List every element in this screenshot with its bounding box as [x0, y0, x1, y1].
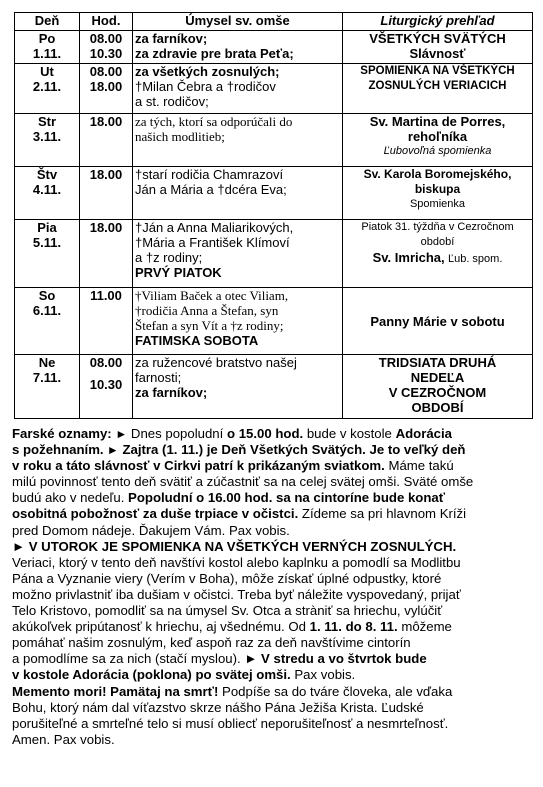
mass-time: 18.00	[89, 220, 123, 235]
intention-text: a st. rodičov;	[135, 94, 209, 109]
day-date: 7.11.	[32, 370, 62, 385]
liturgy-cell	[343, 167, 533, 220]
announcement-event: v kostole Adorácia (poklona) po svätej omši.	[12, 667, 291, 683]
intention-text: †Milan Čebra a †rodičov	[135, 79, 276, 94]
intention-cell	[133, 31, 343, 64]
liturgy-cell	[343, 220, 533, 288]
liturgy-title: Sv. Martina de Porres,	[369, 114, 506, 129]
liturgy-title: ZOSNULÝCH VERIACICH	[368, 80, 507, 92]
announcement-event: s požehnaním.	[12, 442, 104, 458]
mass-time: 10.30	[89, 46, 123, 61]
intention-text: za zdravie pre brata Peťa;	[135, 46, 294, 61]
liturgy-title: Sv. Karola Boromejského,	[363, 167, 512, 181]
schedule-page	[14, 12, 532, 419]
hour-cell	[80, 114, 133, 167]
mass-schedule-table	[14, 12, 533, 419]
table-row	[15, 31, 533, 64]
header-hour: Hod.	[80, 13, 133, 31]
day-cell	[15, 114, 80, 167]
announcement-text: bude v kostole	[303, 426, 396, 441]
liturgy-rank: Spomienka	[409, 198, 466, 210]
hour-cell	[80, 220, 133, 288]
day-name: Po	[38, 31, 56, 46]
intention-note: FATIMSKA SOBOTA	[135, 333, 259, 348]
intention-text: za farníkov;	[135, 31, 208, 46]
mass-time: 18.00	[89, 114, 123, 129]
mass-time: 10.30	[89, 377, 123, 392]
day-date: 4.11.	[32, 182, 62, 197]
header-day: Deň	[15, 13, 80, 31]
liturgy-title: VŠETKÝCH SVÄTÝCH	[369, 31, 506, 46]
intention-cell	[133, 64, 343, 114]
day-name: Ut	[40, 64, 54, 79]
announcement-text: budú ako v nedeľu.	[12, 490, 125, 506]
day-date: 1.11.	[32, 46, 62, 61]
liturgy-cell	[343, 355, 533, 419]
intention-text: Štefan a syn Vít a †z rodiny;	[135, 318, 284, 333]
liturgy-rank: Slávnosť	[409, 46, 466, 61]
intention-text: za tých, ktorí sa odporúčali do	[135, 114, 293, 129]
day-date: 2.11.	[32, 79, 62, 94]
liturgy-rank: Ľubovoľná spomienka	[383, 145, 492, 157]
announcement-text: milú povinnosť tento deň svätiť a zúčastniť sa na celej svätej omši. Sväté omše	[12, 474, 474, 490]
table-row	[15, 114, 533, 167]
intention-text: †rodičia Anna a Štefan, syn	[135, 303, 279, 318]
liturgy-cell	[343, 288, 533, 355]
announcement-date: 1. 11.	[309, 619, 342, 635]
announcement-heading: ► V UTOROK JE SPOMIENKA NA VŠETKÝCH VERNÝCH ZOSNULÝCH.	[12, 538, 457, 554]
intention-text: farnosti;	[135, 370, 182, 385]
hour-cell	[80, 288, 133, 355]
day-cell	[15, 64, 80, 114]
announcement-paragraph-3	[12, 684, 532, 748]
header-liturgy: Liturgický prehľad	[343, 13, 533, 31]
liturgy-cell	[343, 31, 533, 64]
hour-cell	[80, 31, 133, 64]
table-row	[15, 355, 533, 419]
announcement-time: o 15.00 hod.	[226, 426, 304, 441]
announcement-event: osobitná pobožnosť za duše trpiace v očistci.	[12, 506, 299, 522]
intention-text: za ružencové bratstvo našej	[135, 355, 297, 370]
announcement-event: Zajtra (1. 11.) je Deň Všetkých Svätých. Je to veľký deň	[118, 442, 466, 458]
announcement-text: akúkoľvek pripútanosť k hriechu, aj všednému. Od	[12, 619, 306, 635]
table-row	[15, 288, 533, 355]
mass-time: 18.00	[89, 79, 123, 94]
announcement-text: Bohu, ktorý nám dal víťazstvo skrze nášho Pána Ježiša Krista. Ľudské	[12, 699, 424, 715]
mass-time: 08.00	[89, 31, 123, 46]
announcement-text: Pax vobis.	[290, 667, 356, 683]
announcement-text: Dnes popoludní	[127, 426, 227, 441]
liturgy-title: NEDEĽA	[410, 370, 465, 385]
intention-text: †starí rodičia Chamrazoví	[135, 167, 284, 182]
hour-cell	[80, 167, 133, 220]
table-header-row	[15, 13, 533, 31]
announcement-text: možno privlastniť iba dušiam v očistci. Treba byť náležite vyspovedaný, prijať	[12, 586, 461, 602]
day-cell	[15, 220, 80, 288]
announcement-text: porušiteľné a smrteľné telo si musí obliecť neporušiteľnosť a nesmrteľnosť.	[12, 715, 449, 731]
day-cell	[15, 288, 80, 355]
hour-cell	[80, 64, 133, 114]
liturgy-title: biskupa	[414, 182, 461, 196]
liturgy-title: OBDOBÍ	[411, 400, 464, 415]
announcement-event: ► V stredu a vo štvrtok bude	[244, 651, 427, 667]
announcement-paragraph-2	[12, 539, 532, 684]
mass-time: 11.00	[90, 288, 122, 303]
intention-cell	[133, 220, 343, 288]
mass-time: 08.00	[89, 355, 123, 370]
announcement-text: Zídeme sa pri hlavnom Kríži	[298, 506, 467, 522]
intention-text: našich modlitieb;	[135, 129, 225, 144]
mass-time: 18.00	[89, 167, 123, 182]
announcement-text: pomáhať našim zosnulým, keď aspoň raz za deň navštívime cintorín	[12, 635, 411, 651]
memento-label: Memento mori! Pamätaj na smrť!	[12, 683, 219, 699]
announcement-text: Veriaci, ktorý v tento deň navštívi kostol alebo kaplnku a pomodlí sa Modlitbu	[12, 554, 461, 570]
announcement-text: Podpíše sa do tváre človeka, ale vďaka	[218, 683, 453, 699]
hour-cell	[80, 355, 133, 419]
announcement-text: Telo Kristovo, pomodliť sa na úmysel Sv. Otca a stràniť sa hriechu, vylúčiť	[12, 603, 443, 619]
liturgy-week: Piatok 31. týždňa v Cezročnom	[361, 221, 514, 233]
header-intention: Úmysel sv. omše	[133, 13, 343, 31]
intention-text: †Viliam Baček a otec Viliam,	[135, 288, 289, 303]
intention-text: †Ján a Anna Maliarikových,	[135, 220, 294, 235]
intention-text: a †z rodiny;	[135, 250, 203, 265]
announcement-text: pred Domom nádeje. Ďakujem Vám. Pax vobis.	[12, 522, 290, 538]
day-cell	[15, 31, 80, 64]
intention-cell	[133, 167, 343, 220]
announcement-date: 8. 11.	[365, 619, 398, 635]
liturgy-title: SPOMIENKA NA VŠETKÝCH	[360, 65, 515, 77]
announcement-text: a pomodlíme sa za nich (stačí myslou).	[12, 651, 241, 667]
day-name: Štv	[36, 167, 58, 182]
liturgy-title: V CEZROČNOM	[388, 385, 487, 400]
liturgy-rank: Ľub. spom.	[447, 253, 503, 265]
intention-text: †Mária a František Klímoví	[135, 235, 290, 250]
announcement-text: Amen. Pax vobis.	[12, 731, 115, 747]
announcement-text: Máme takú	[384, 458, 454, 474]
intention-cell	[133, 355, 343, 419]
day-name: Pia	[37, 220, 57, 235]
intention-cell	[133, 288, 343, 355]
day-date: 6.11.	[32, 303, 62, 318]
announcement-date: do	[345, 619, 362, 635]
announcement-event: Adorácia	[395, 426, 452, 441]
table-row	[15, 167, 533, 220]
day-name: Ne	[38, 355, 56, 370]
liturgy-title: TRIDSIATA DRUHÁ	[378, 355, 497, 370]
mass-time: 08.00	[89, 64, 123, 79]
intention-cell	[133, 114, 343, 167]
intention-text: za všetkých zosnulých;	[135, 64, 280, 79]
announcement-text: Pána a Vyznanie viery (Verím v Boha), môže získať úplné odpustky, ktoré	[12, 570, 442, 586]
day-cell	[15, 167, 80, 220]
announcement-event: Popoludní o 16.00 hod. sa na cintoríne bude konať	[124, 490, 446, 506]
liturgy-title: Sv. Imricha,	[372, 250, 445, 265]
liturgy-cell	[343, 64, 533, 114]
intention-note: PRVÝ PIATOK	[135, 265, 222, 280]
announcement-event: v roku a táto slávnosť v Cirkvi patrí k prikázaným sviatkom.	[12, 458, 385, 474]
table-row	[15, 64, 533, 114]
liturgy-title: rehoľníka	[407, 129, 468, 144]
day-date: 3.11.	[32, 129, 62, 144]
announcement-text: môžeme	[401, 619, 452, 635]
day-name: So	[38, 288, 56, 303]
parish-announcements	[12, 426, 532, 748]
table-row	[15, 220, 533, 288]
announcements-label: Farské oznamy:	[12, 426, 112, 441]
liturgy-cell	[343, 114, 533, 167]
day-cell	[15, 355, 80, 419]
arrow-icon: ►	[103, 443, 119, 458]
day-date: 5.11.	[32, 235, 62, 250]
liturgy-title: Panny Márie v sobotu	[370, 313, 505, 329]
day-name: Str	[37, 114, 57, 129]
arrow-icon: ►	[115, 427, 128, 441]
announcement-paragraph-1	[12, 426, 532, 539]
liturgy-week: období	[420, 236, 455, 248]
intention-text: Ján a Mária a †dcéra Eva;	[135, 182, 287, 197]
intention-text: za farníkov;	[135, 385, 208, 400]
